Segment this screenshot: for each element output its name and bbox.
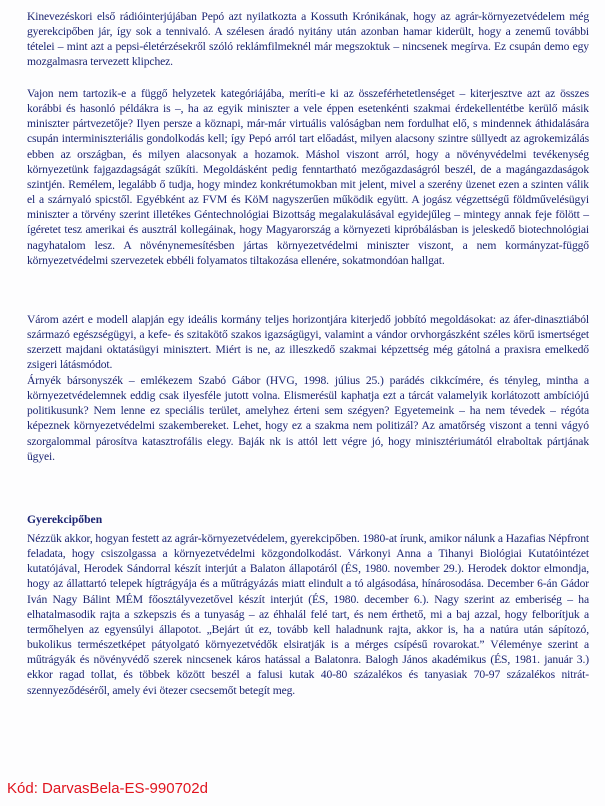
paragraph-1: Kinevezéskori első rádióinterjújában Pepó azt nyilatkozta a Kossuth Krónikának, hogy az agrár-környezetvédelem még gyerekcipőben jár, így sok a tennivaló. A szélesen áradó nyitány után azonban hamar kiderült, hogy a zenemű további tételei – mint azt a pepsi-életérzésekről szóló reklámfilmeknél már megszoktuk – nincsenek megírva. Ez csupán demo egy mozgalmasra tervezett klipchez. — [27, 10, 589, 69]
section-heading: Gyerekcipőben — [27, 513, 103, 526]
section-paragraph: Nézzük akkor, hogyan festett az agrár-környezetvédelem, gyerekcipőben. 1980-at írunk, amikor nálunk a Hazafias Népfront feladata, hogy csiszolgassa a környezetvédelmi közgondolkodást. Várkonyi Anna a Tihanyi Biológiai Kutatóintézet kutatójával, Herodek Sándorral készít interjút a Balaton állapotáról (ÉS, 1980. november 29.). Herodek doktor elmondja, hogy az állattartó telepek hígtrágyája és a műtrágyázás miatt elindult a tó algásodása, hínárosodása. December 6-án Gádor Iván Nagy Bálint MÉM főosztályvezetővel készít interjút (ÉS, 1980. december 6.). Nagy szerint az emberiség – ha elhatalmasodik rajta a szkepszis és a tunyaság – az éhhalál felé tart, és nem érthető, mi a baj azzal, hogy felborítjuk a termőhelyen az egyensúlyi állapotot. „Bejárt út ez, tovább kell haladnunk rajta, akkor is, ha a natúra után sápítozó, bukolikus természetképet pátyolgató környezetvédők elsiratják is a mérges csípésű rovarokat.” Véleménye szerint a műtrágyák és növényvédő szerek nincsenek káros hatással a Balatonra. Balogh János akadémikus (ÉS, 1981. január 3.) ekkor ragad tollat, és többek között beszél a falusi kutak 40-80 százalékos és tanyasiak 70-97 százalékos nitrát-szennyeződéséről, amely évi ötezer csecsemőt betegít meg. — [27, 532, 589, 697]
document-code-label: Kód: DarvasBela-ES-990702d — [7, 780, 208, 797]
paragraph-4: Árnyék bársonyszék – emlékezem Szabó Gábor (HVG, 1998. július 25.) parádés cikkcímére, és tényleg, mintha a környezetvédelemnek eddig csak ilyesféle jutott volna. Elismerésül kaphatja ezt a tárcát valamelyik korlátozott ambíciójú politikusunk? Nem lenne ez speciális terület, amelyhez érteni sem szégyen? Egyetemeink – ha nem tévedek – régóta képeznek környezetvédelmi szakembereket. Lehet, hogy ez a szakma nem politizál? Az amatőrség viszont a tenni vágyó szorgalommal párosítva katasztrofális elegy. Baják nk is attól lett végre jó, hogy minisztériumától elraboltak pártjának ügyei. — [27, 374, 589, 463]
paragraph-3: Várom azért e modell alapján egy ideális kormány teljes horizontjára kiterjedő jobbító megoldásokat: az áfer-dinasztiából származó egészségügyi, a kefe- és szitakötő szakos igazságügyi, valamint a vándor orvhorgászként széles körű ismertséget szerzett majdani oktatásügyi minisztert. Miért is ne, az illeszkedő szakmai képzettség még gátolná a praxisra emelkedő zsigeri látásmódot. — [27, 313, 589, 372]
paragraph-2: Vajon nem tartozik-e a függő helyzetek kategóriájába, meríti-e ki az összeférhetetlenséget – kiterjesztve azt az összes korábbi és hasonló példákra is –, ha az egyik miniszter a vele éppen esetenkénti szakmai érdekellentétbe kerülő másik miniszter pártvezetője? Ilyen persze a köznapi, már-már virtuális valóságban nem fordulhat elő, s mindennek áthidalására csupán interminiszteriális gondolkodás kell; így Pepó arról tart előadást, milyen alacsony szintre süllyedt az agrokemizálás ebben az országban, és milyen alacsonyak a hozamok. Máshol viszont arról, hogy a növényvédelmi tevékenység környezetünk fajgazdagságát szűkíti. Megoldásként pedig fenntartható mezőgazdaságról beszél, de a magángazdaságok szintjén. Remélem, legalább ő tudja, hogy mindez konkrétumokban mit jelent, mivel a szerény üzenet ezen a szinten válik el a szárnyaló spicstől. Egyébként az FVM és KöM nagyszerűen működik együtt. A jogász végzettségű földművelésügyi miniszter a törvény szerint illetékes Géntechnológiai Bizottság megalakulásával egyidejűleg – mintegy annak feje fölött – ígéretet tesz amerikai és ausztrál kollegáinak, hogy Magyarország a környezeti kipróbálásban is jeleskedő biotechnológiai nagyhatalom lesz. A növénynemesítésben jártas környezetvédelmi miniszter viszont, a nem kormányzat-függő környezetvédelmi szervezetek ebbéli folyamatos tiltakozása ellenére, sokatmondóan hallgat. — [27, 87, 589, 267]
